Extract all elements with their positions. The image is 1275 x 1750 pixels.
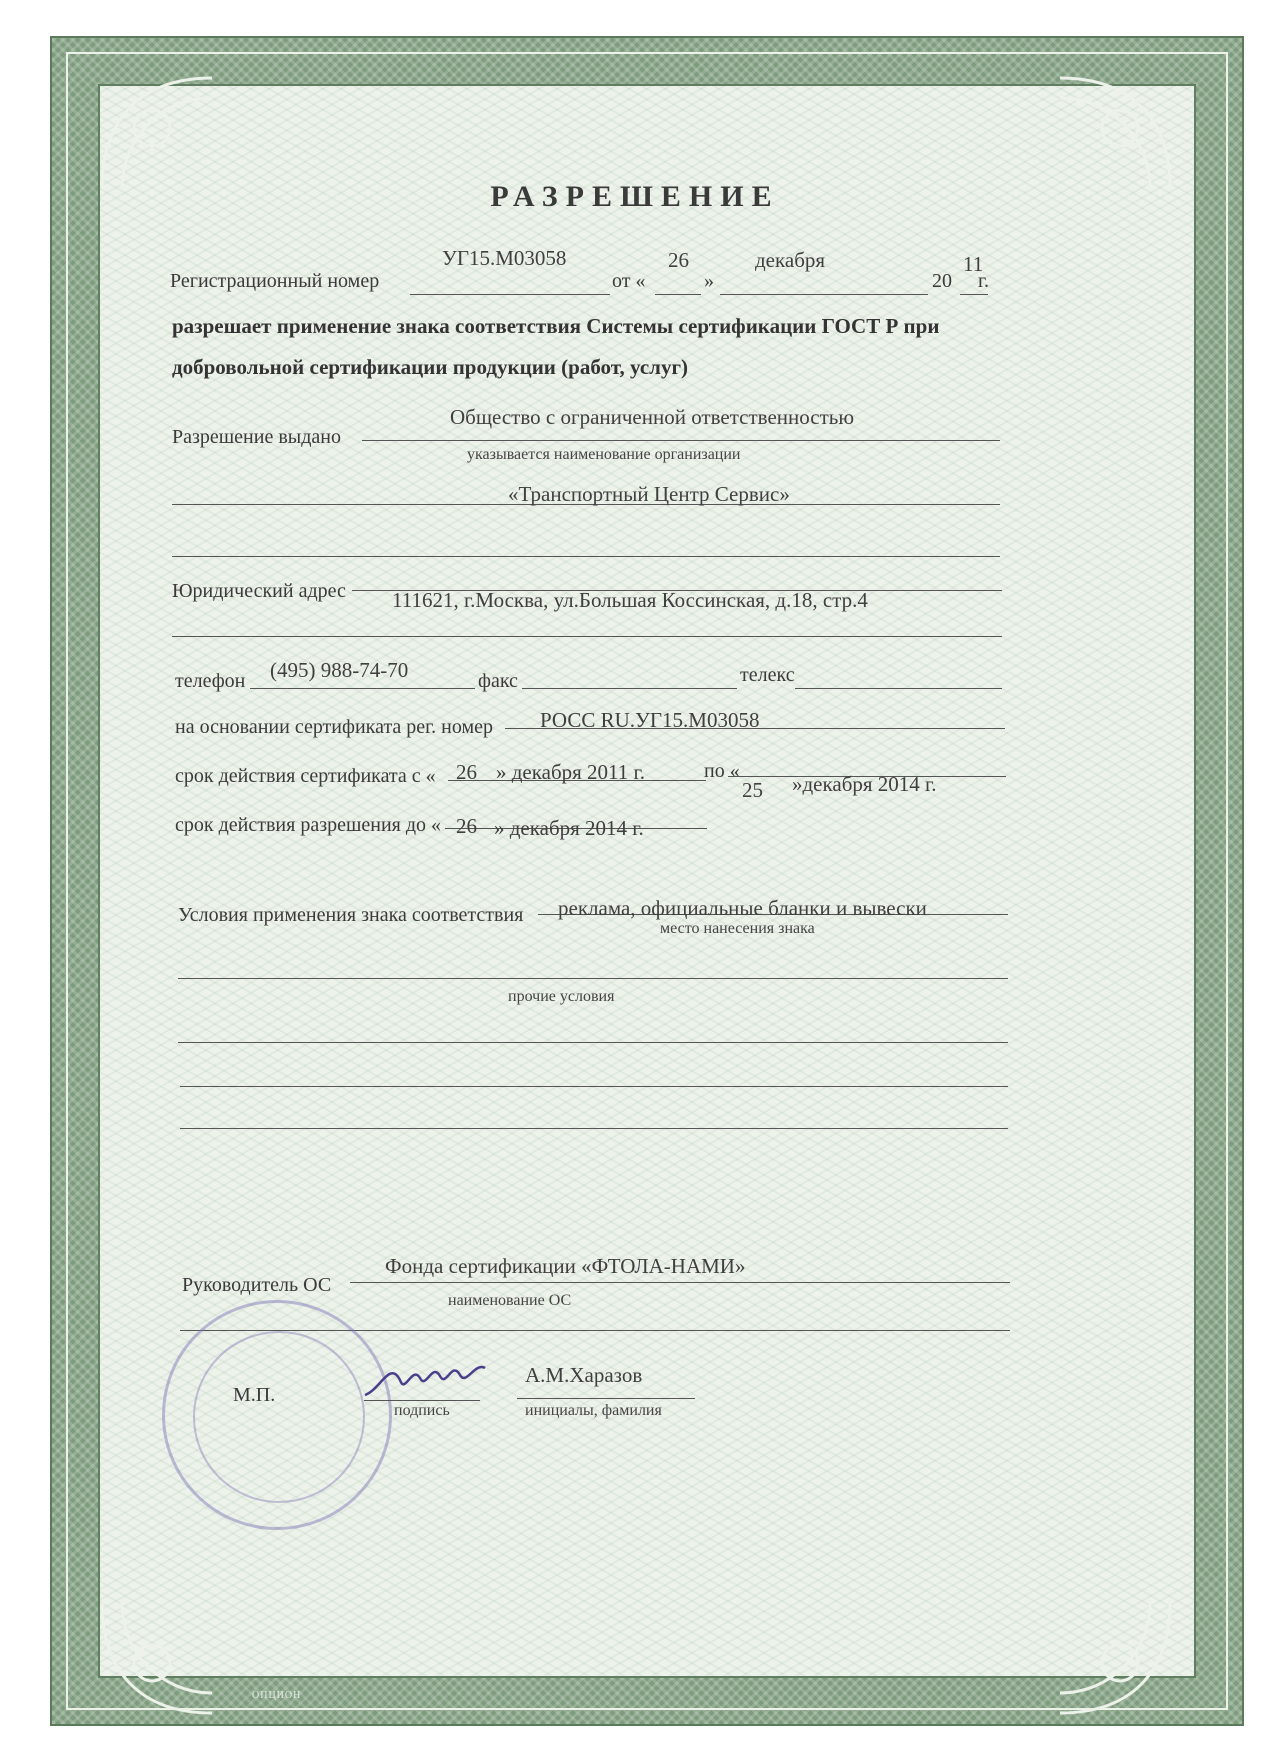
conditions-label: Условия применения знака соответствия bbox=[178, 904, 524, 926]
reg-year-g: г. bbox=[978, 270, 989, 292]
underline bbox=[795, 688, 1002, 689]
issued-org-line-2: «Транспортный Центр Сервис» bbox=[508, 482, 790, 506]
address-value: 111621, г.Москва, ул.Большая Коссинская, д.18, стр.4 bbox=[392, 588, 868, 612]
corner-ornament-icon bbox=[1050, 1593, 1180, 1723]
conditions-other-caption: прочие условия bbox=[508, 988, 615, 1005]
underline bbox=[350, 1282, 1010, 1283]
reg-number-value: УГ15.М03058 bbox=[442, 246, 567, 270]
corner-ornament-icon bbox=[92, 1593, 222, 1723]
underline bbox=[178, 978, 1008, 979]
underline bbox=[410, 294, 610, 295]
conditions-value: реклама, официальные бланки и вывески bbox=[558, 896, 927, 920]
issued-org-line-1: Общество с ограниченной ответственностью bbox=[450, 405, 855, 429]
underline bbox=[172, 556, 1000, 557]
underline bbox=[720, 294, 928, 295]
statement-line-1: разрешает применение знака соответствия Системы сертификации ГОСТ Р при bbox=[172, 314, 940, 338]
cert-from-date: » декабря 2011 г. bbox=[496, 760, 646, 784]
document-title: РАЗРЕШЕНИЕ bbox=[490, 180, 780, 213]
cert-basis-label: на основании сертификата рег. номер bbox=[175, 716, 493, 738]
underline bbox=[517, 1398, 695, 1399]
signature-caption: подпись bbox=[394, 1402, 450, 1419]
fax-label: факс bbox=[478, 670, 518, 692]
statement-line-2: добровольной сертификации продукции (работ, услуг) bbox=[172, 355, 688, 379]
cert-to-day: 25 bbox=[742, 778, 763, 802]
head-body-value: Фонда сертификации «ФТОЛА-НАМИ» bbox=[385, 1254, 746, 1278]
footer-mark: ОПЦИОН bbox=[252, 1690, 302, 1701]
reg-day-value: 26 bbox=[668, 248, 689, 272]
reg-year-prefix: 20 bbox=[932, 270, 952, 292]
telex-label: телекс bbox=[740, 664, 795, 686]
cert-number-value: РОСС RU.УГ15.М03058 bbox=[540, 708, 760, 732]
cert-to-date: »декабря 2014 г. bbox=[792, 772, 937, 796]
reg-quote: » bbox=[704, 270, 714, 292]
head-name-caption: инициалы, фамилия bbox=[525, 1402, 662, 1419]
underline bbox=[364, 1400, 480, 1401]
mp-label: М.П. bbox=[233, 1384, 276, 1406]
permit-date: » декабря 2014 г. bbox=[494, 816, 644, 840]
underline bbox=[180, 1128, 1008, 1129]
head-name-value: А.М.Харазов bbox=[525, 1363, 643, 1387]
seal-stamp bbox=[162, 1300, 392, 1530]
phone-value: (495) 988-74-70 bbox=[270, 658, 409, 682]
reg-number-label: Регистрационный номер bbox=[170, 270, 380, 292]
issued-caption: указывается наименование организации bbox=[467, 446, 741, 463]
reg-month-value: декабря bbox=[755, 248, 826, 272]
reg-year-value: 11 bbox=[963, 252, 984, 276]
corner-ornament-icon bbox=[1050, 68, 1180, 198]
address-label: Юридический адрес bbox=[172, 580, 346, 602]
cert-from-day: 26 bbox=[456, 760, 477, 784]
underline bbox=[362, 440, 1000, 441]
underline bbox=[655, 294, 701, 295]
head-label: Руководитель ОС bbox=[182, 1274, 332, 1296]
certificate-sheet bbox=[20, 8, 1250, 1730]
cert-validity-label: срок действия сертификата с « bbox=[175, 765, 436, 787]
permit-validity-label: срок действия разрешения до « bbox=[175, 814, 442, 836]
issued-label: Разрешение выдано bbox=[172, 426, 341, 448]
underline bbox=[250, 688, 475, 689]
signature-icon bbox=[360, 1350, 500, 1410]
head-body-caption: наименование ОС bbox=[448, 1292, 572, 1309]
underline bbox=[960, 294, 988, 295]
reg-from-label: от « bbox=[612, 270, 646, 292]
underline bbox=[180, 1086, 1008, 1087]
underline bbox=[172, 636, 1002, 637]
underline bbox=[522, 688, 737, 689]
corner-ornament-icon bbox=[92, 68, 222, 198]
phone-label: телефон bbox=[175, 670, 246, 692]
permit-day: 26 bbox=[456, 814, 477, 838]
conditions-place-caption: место нанесения знака bbox=[660, 920, 815, 937]
cert-to-label: по « bbox=[704, 760, 740, 782]
underline bbox=[178, 1042, 1008, 1043]
